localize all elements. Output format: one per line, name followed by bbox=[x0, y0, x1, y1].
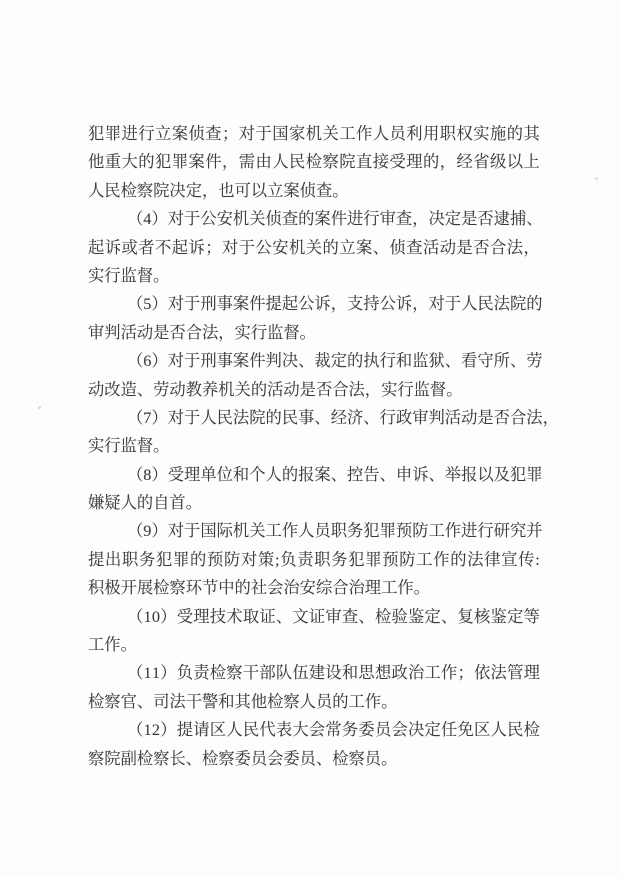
text-line: 人民检察院决定，也可以立案侦查。 bbox=[88, 180, 349, 200]
text-line: 犯 罪 进 行 立 案 侦 查 ； 对 于 国 家 机 关 工 作 人 员 利 用 职 权 实 施 的 其 bbox=[88, 124, 540, 143]
text-line: 积极开展检察环节中的社会治安综合治理工作。 bbox=[88, 578, 430, 598]
text-line: （ 5 ） 对 于 刑 事 案 件 提 起 公 诉 ， 支 持 公 诉 ， 对 于 人 民 法 院 的 bbox=[127, 294, 543, 314]
text-line: （ 8 ） 受 理 单 位 和 个 人 的 报 案 、 控 告 、 申 诉 、 举 报 以 及 犯 罪 bbox=[127, 464, 543, 484]
text-line: （ 4 ） 对 于 公 安 机 关 侦 查 的 案 件 进 行 审 查 ， 决 定 是 否 逮 捕 、 bbox=[127, 209, 543, 229]
text-line: （ 1 0 ） 受 理 技 术 取 证 、 文 证 审 查 、 检 验 鉴 定 、 复 核 鉴 定 等 bbox=[127, 606, 540, 626]
text-line: 嫌疑人的自首。 bbox=[88, 493, 202, 513]
text-line: 提 出 职 务 犯 罪 的 预 防 对 策 ; 负 责 职 务 犯 罪 预 防 工 作 的 法 律 宣 传 : bbox=[88, 549, 540, 569]
text-line: 检察官、司法干警和其他检察人员的工作。 bbox=[88, 691, 398, 711]
document-body bbox=[88, 120, 559, 773]
text-line: （ 7 ） 对 于 人 民 法 院 的 民 事 、 经 济 、 行 政 审 判 活 动 是 否 合 法 ， bbox=[127, 407, 559, 427]
text-line: （ 9 ） 对 于 国 际 机 关 工 作 人 员 职 务 犯 罪 预 防 工 作 进 行 研 究 并 bbox=[127, 521, 543, 541]
text-line: 实行监督。 bbox=[88, 436, 170, 456]
text-line: 起 诉 或 者 不 起 诉 ； 对 于 公 安 机 关 的 立 案 、 侦 查 活 动 是 否 合 法 ， bbox=[88, 237, 540, 257]
text-line: （ 1 1 ） 负 责 检 察 干 部 队 伍 建 设 和 思 想 政 治 工 作 ； 依 法 管 理 bbox=[127, 663, 540, 683]
text-line: （ 6 ） 对 于 刑 事 案 件 判 决 、 裁 定 的 执 行 和 监 狱 、 看 守 所 、 劳 bbox=[127, 351, 543, 371]
text-line: 实行监督。 bbox=[88, 265, 170, 285]
scan-artifact bbox=[38, 406, 41, 409]
text-line: 审判活动是否合法，实行监督。 bbox=[88, 322, 316, 342]
text-line: 工作。 bbox=[88, 635, 137, 655]
text-line: 他 重 大 的 犯 罪 案 件 ， 需 由 人 民 检 察 院 直 接 受 理 的 ， 经 省 级 以 上 bbox=[88, 152, 540, 172]
text-line: 动改造、劳动教养机关的活动是否合法，实行监督。 bbox=[88, 379, 463, 399]
text-line: 察院副检察长、检察委员会委员、检察员。 bbox=[88, 748, 398, 768]
text-line: （ 1 2 ） 提 请 区 人 民 代 表 大 会 常 务 委 员 会 决 定 任 免 区 人 民 检 bbox=[127, 720, 540, 740]
scan-artifact bbox=[595, 177, 598, 180]
